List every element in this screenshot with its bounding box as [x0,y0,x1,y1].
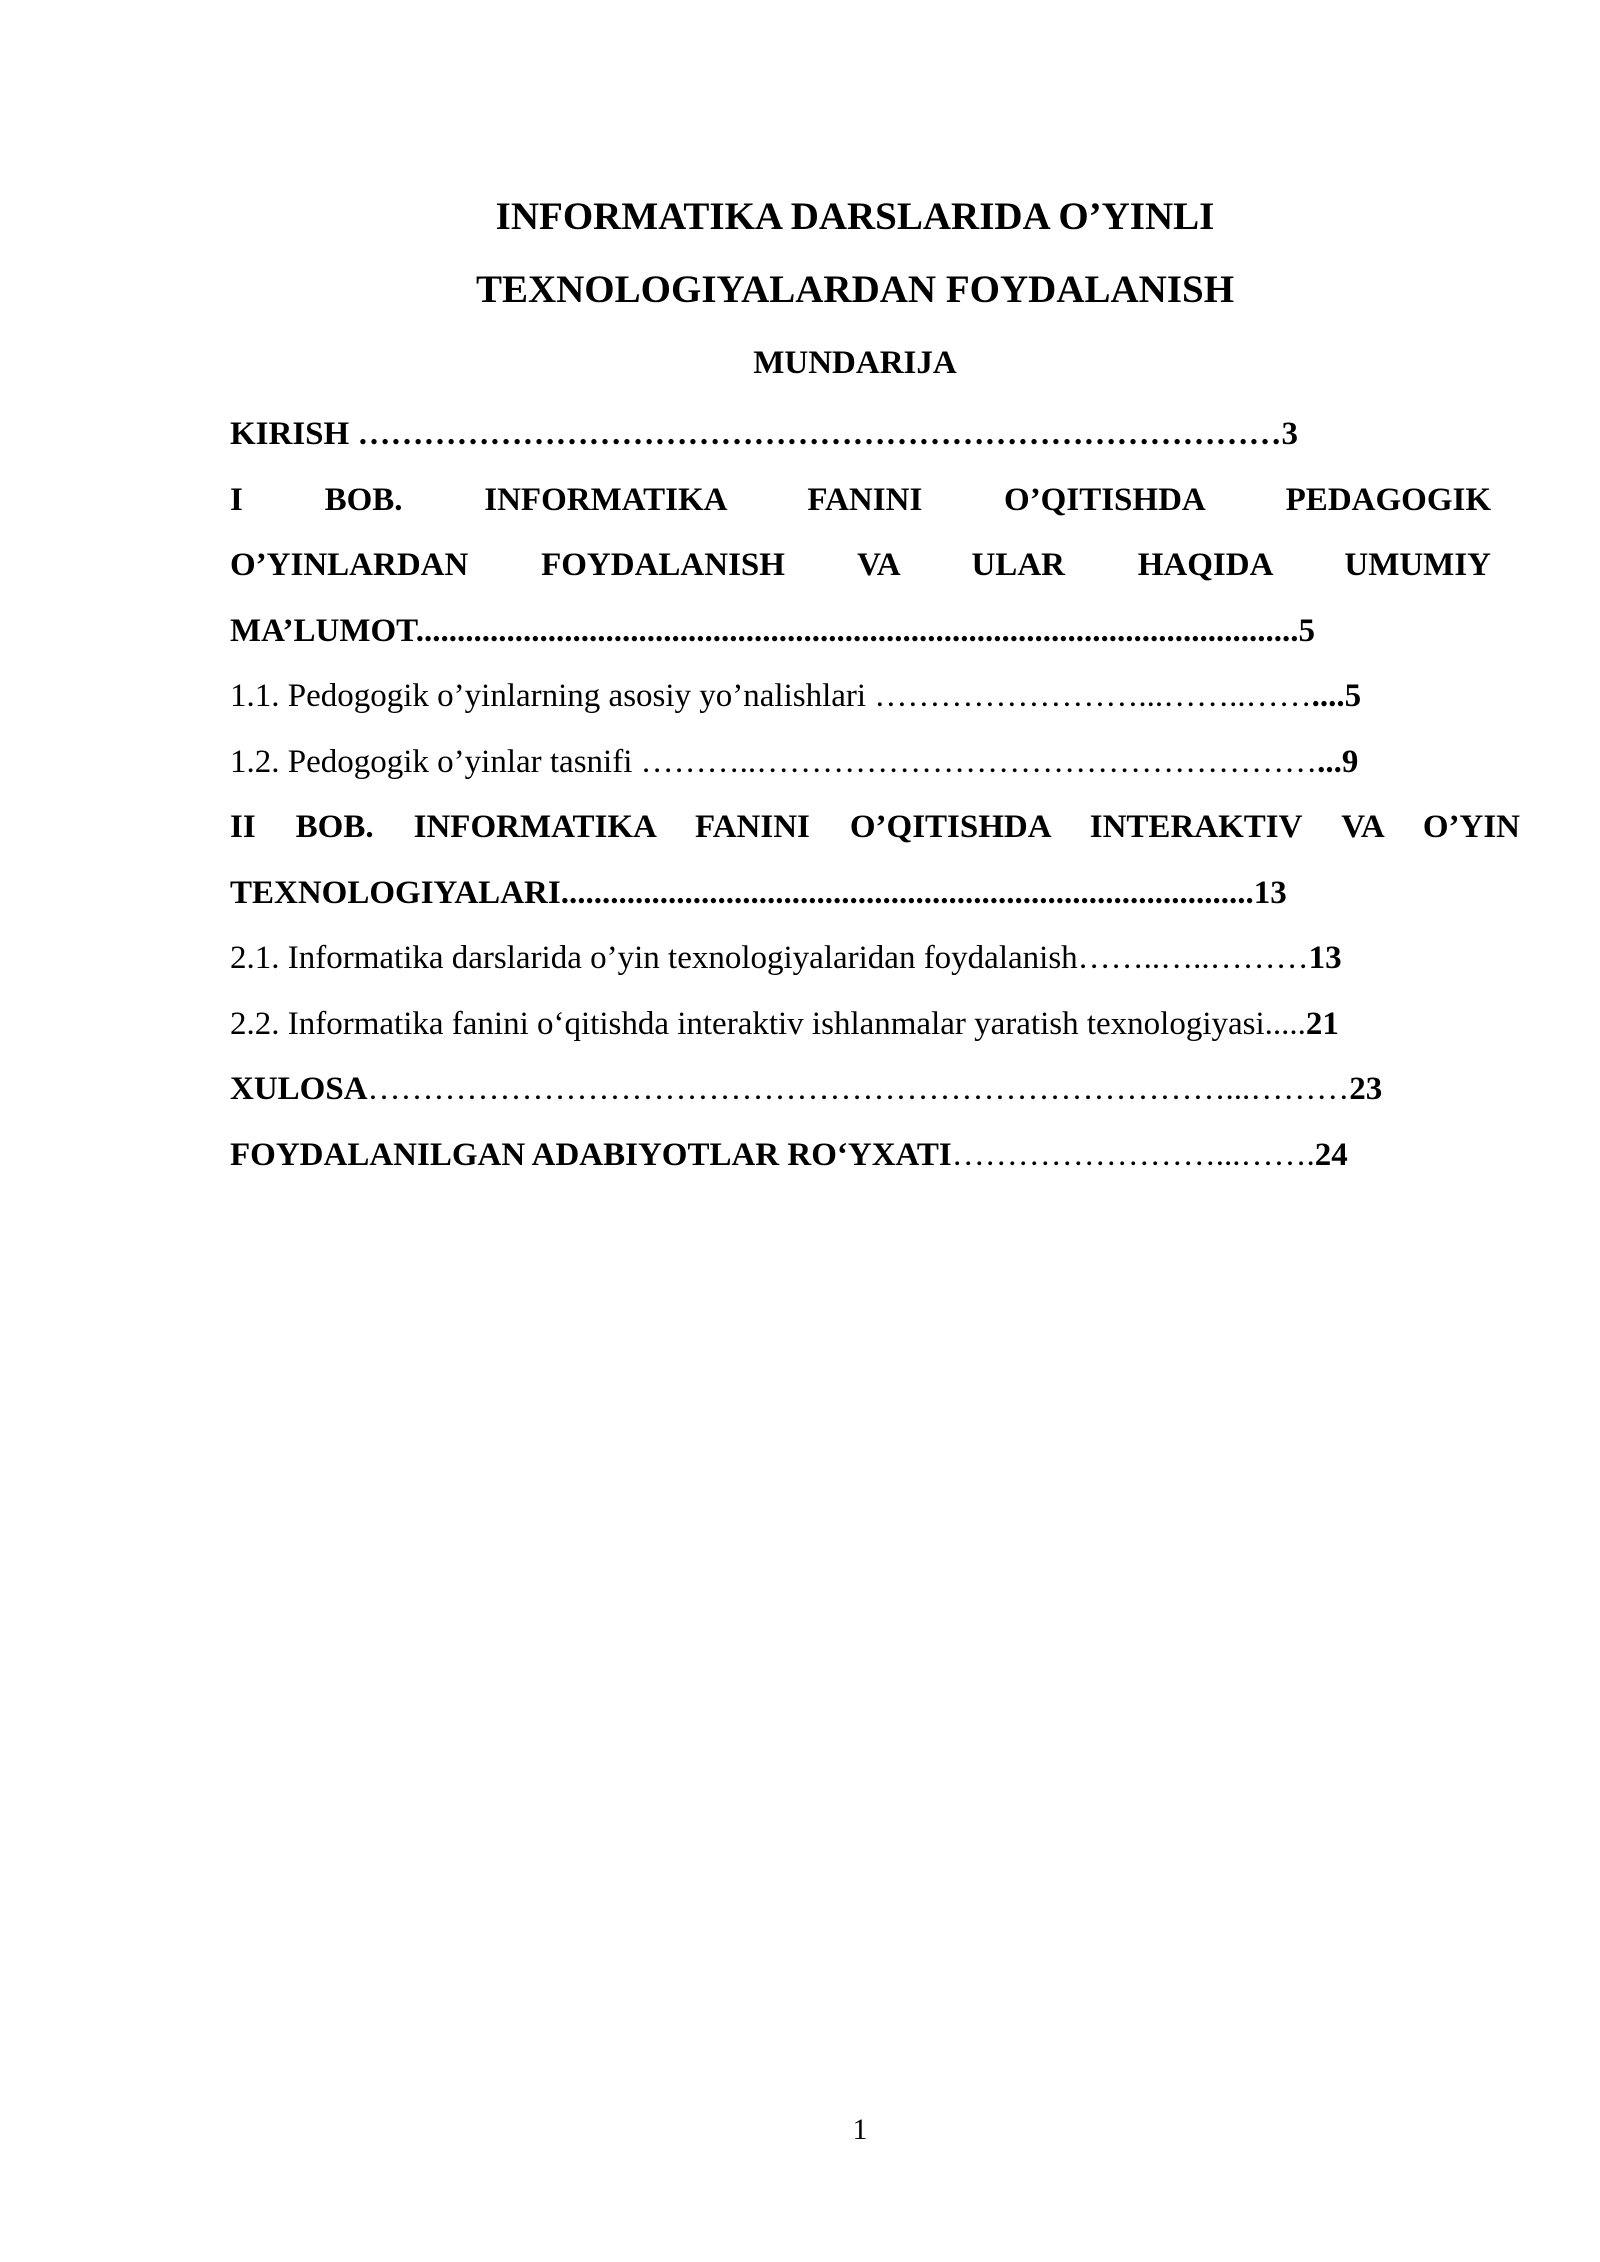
toc-entry-adabiyotlar-label: FOYDALANILGAN ADABIYOTLAR RO‘YXATI [230,1136,952,1173]
toc-entry-bob2-line1: II BOB. INFORMATIKA FANINI O’QITISHDA INTERAKTIV VA O’YIN [230,809,1520,845]
toc-entry-xulosa-dots: ……………………………………………………………………...……… [367,1071,1350,1107]
table-of-contents [230,402,1520,1188]
toc-entry-2-1-page: 13 [1308,940,1342,976]
toc-entry-2-2-text: 2.2. Informatika fanini o‘qitishda interaktiv ishlanmalar yaratish texnologiyasi..... [230,1005,1306,1042]
toc-entry-1-2-page: ...9 [1317,743,1359,780]
toc-entry-2-2-page: 21 [1305,1005,1339,1042]
toc-entry-xulosa-label: XULOSA [230,1071,368,1107]
toc-entry-adabiyotlar-dots: ……………………...……. [951,1136,1315,1173]
toc-heading: MUNDARIJA [753,345,957,381]
toc-entry-adabiyotlar-page: 24 [1314,1136,1348,1173]
toc-entry-1-1-page: ....5 [1311,678,1362,714]
page-number: 1 [852,2113,868,2146]
toc-entry-1-2-text: 1.2. Pedogogik o’yinlar tasnifi ………..…………………………………………… [230,743,1318,780]
toc-entry-2-2 [230,992,1520,1058]
toc-entry-1-1-text: 1.1. Pedogogik o’yinlarning asosiy yo’nalishlari ……………………...……..…… [230,678,1312,714]
toc-entry-bob2-line2: TEXNOLOGIYALARI....................................................................................13 [230,874,1287,911]
toc-entry-xulosa [230,1057,1520,1123]
toc-entry-kirish: KIRISH …………………………………………………………………………3 [230,416,1298,452]
toc-entry-1-1 [230,664,1491,730]
toc-entry-2-1-text: 2.1. Informatika darslarida o’yin texnologiyalaridan foydalanish……..…..……… [230,940,1309,976]
toc-entry-bob1-line2: O’YINLARDAN FOYDALANISH VA ULAR HAQIDA UMUMIY [230,547,1491,583]
toc-entry-adabiyotlar [230,1123,1520,1189]
toc-entry-bob1-line3: MA’LUMOT...........................................................................................................5 [230,612,1315,649]
toc-entry-xulosa-page: 23 [1349,1071,1383,1107]
document-title-line-2: TEXNOLOGIYALARDAN FOYDALANISH [475,268,1235,311]
toc-entry-2-1 [230,926,1520,992]
toc-entry-bob1-line1: I BOB. INFORMATIKA FANINI O’QITISHDA PEDAGOGIK [230,481,1491,518]
toc-entry-1-2 [230,730,1491,796]
document-title-line-1: INFORMATIKA DARSLARIDA O’YINLI [495,195,1215,238]
